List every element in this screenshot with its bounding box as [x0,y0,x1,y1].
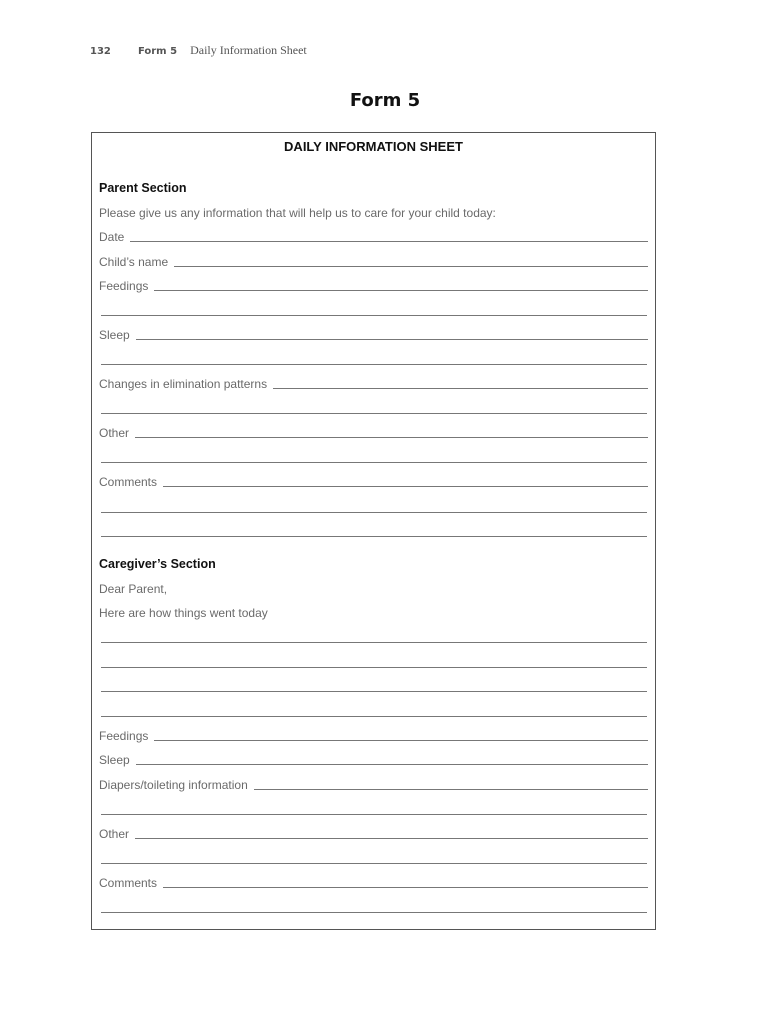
parent-feedings-field[interactable] [99,279,648,293]
diapers-label: Diapers/toileting information [99,778,248,792]
caregiver-feedings-line[interactable] [154,740,648,741]
parent-comments-extra-line-1[interactable] [101,512,647,513]
date-field[interactable] [99,230,648,244]
sheet-title: DAILY INFORMATION SHEET [284,139,463,154]
parent-sleep-line[interactable] [136,339,648,340]
diapers-field[interactable] [99,778,648,792]
parent-feedings-extra-line[interactable] [101,315,647,316]
running-head-form-label: Form 5 [137,46,178,57]
parent-comments-field[interactable] [99,475,648,489]
date-label: Date [99,230,125,244]
form-box [91,132,656,930]
parent-comments-extra-line-2[interactable] [101,536,647,537]
diapers-extra-line[interactable] [101,814,647,815]
caregiver-other-extra-line[interactable] [101,863,647,864]
caregiver-comments-line[interactable] [163,887,648,888]
parent-comments-line[interactable] [163,486,648,487]
running-head [90,43,307,58]
parent-feedings-label: Feedings [99,279,149,293]
caregiver-other-label: Other [99,827,130,841]
changes-field[interactable] [99,377,648,391]
form-title: Form 5 [349,90,421,111]
caregiver-sleep-label: Sleep [99,753,130,767]
page-number: 132 [90,46,111,57]
caregiver-other-line[interactable] [135,838,648,839]
parent-sleep-extra-line[interactable] [101,364,647,365]
caregiver-comments-label: Comments [99,876,158,890]
parent-other-field[interactable] [99,426,648,440]
childs-name-field[interactable] [99,255,648,269]
parent-sleep-field[interactable] [99,328,648,342]
childs-name-label: Child’s name [99,255,169,269]
diapers-line[interactable] [254,789,648,790]
caregiver-notes-line-4[interactable] [101,716,647,717]
changes-extra-line[interactable] [101,413,647,414]
caregiver-feedings-label: Feedings [99,729,149,743]
caregiver-section-heading: Caregiver’s Section [99,557,216,571]
caregiver-sleep-line[interactable] [136,764,648,765]
caregiver-intro: Here are how things went today [99,606,268,620]
caregiver-notes-line-2[interactable] [101,667,647,668]
parent-feedings-line[interactable] [154,290,648,291]
parent-other-line[interactable] [135,437,648,438]
parent-sleep-label: Sleep [99,328,130,342]
parent-other-label: Other [99,426,130,440]
caregiver-salutation: Dear Parent, [99,582,168,596]
caregiver-notes-line-1[interactable] [101,642,647,643]
parent-section-heading: Parent Section [99,181,187,195]
caregiver-notes-line-3[interactable] [101,691,647,692]
changes-label: Changes in elimination patterns [99,377,268,391]
caregiver-comments-extra-line[interactable] [101,912,647,913]
changes-line[interactable] [273,388,648,389]
caregiver-comments-field[interactable] [99,876,648,890]
running-head-title: Daily Information Sheet [190,43,307,57]
parent-comments-label: Comments [99,475,158,489]
date-line[interactable] [130,241,648,242]
childs-name-line[interactable] [174,266,648,267]
parent-other-extra-line[interactable] [101,462,647,463]
caregiver-other-field[interactable] [99,827,648,841]
caregiver-feedings-field[interactable] [99,729,648,743]
caregiver-sleep-field[interactable] [99,753,648,767]
parent-instructions: Please give us any information that will help us to care for your child today: [99,206,496,220]
